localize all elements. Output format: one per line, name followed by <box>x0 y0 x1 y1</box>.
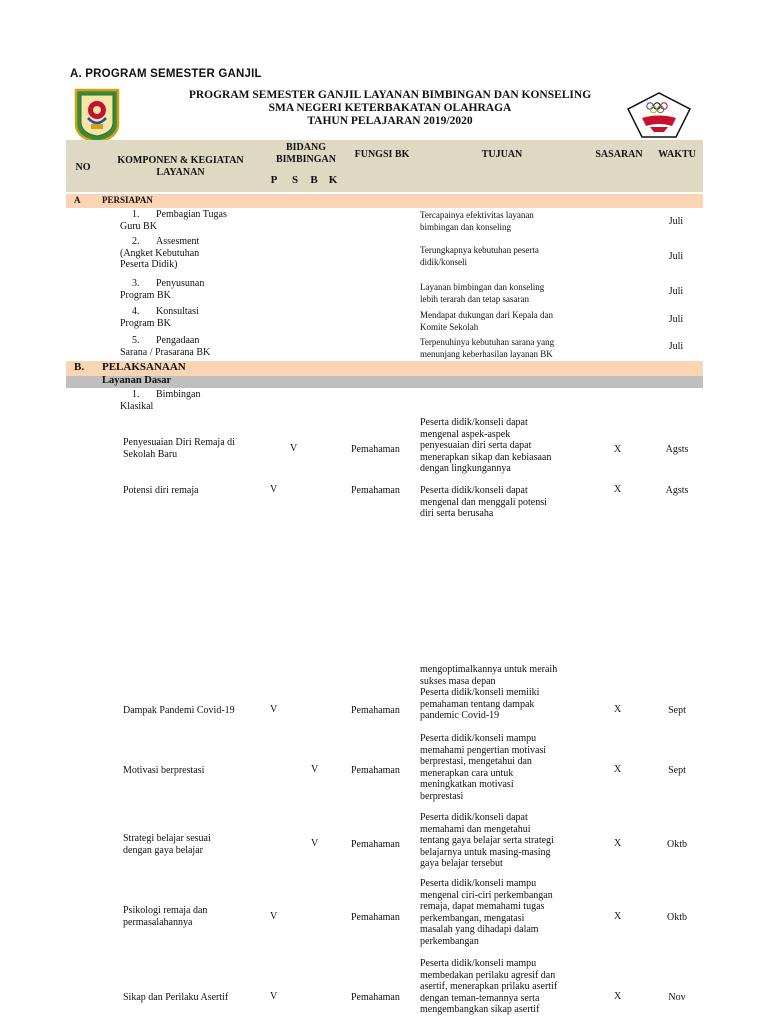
bidang-mark: V <box>270 484 278 495</box>
tujuan-cell: Peserta didik/konseli dapat mengenal dan menggali potensi diri serta berusaha <box>420 485 547 519</box>
bimbingan-klasikal-label: 1. Bimbingan Klasikal <box>120 389 201 412</box>
bidang-mark: V <box>270 704 278 715</box>
waktu-cell: Agsts <box>665 444 689 455</box>
sasaran-cell: X <box>614 838 622 849</box>
province-emblem-logo <box>74 88 120 143</box>
bidang-mark: V <box>290 443 298 454</box>
header-komponen-line-1: KOMPONEN & KEGIATAN <box>117 155 244 166</box>
kegiatan-cell: Motivasi berprestasi <box>123 765 205 776</box>
persiapan-tujuan: Terungkapnya kebutuhan peserta didik/konseli <box>420 245 539 267</box>
persiapan-item: 2. Assesment (Angket Kebutuhan Peserta Didik) <box>120 236 200 270</box>
persiapan-waktu: Juli <box>668 251 684 262</box>
header-bidang-b: B <box>310 174 318 186</box>
persiapan-tujuan: Terpenuhinya kebutuhan sarana yang menunjang keberhasilan layanan BK <box>420 337 555 359</box>
header-waktu: WAKTU <box>658 149 696 160</box>
persiapan-waktu: Juli <box>668 286 684 297</box>
persiapan-item: 3. Penyusunan Program BK <box>120 278 205 301</box>
fungsi-cell: Pemahaman <box>351 705 400 716</box>
kegiatan-cell: Strategi belajar sesuai dengan gaya belajar <box>123 833 211 856</box>
pelaksanaan-no: B. <box>74 361 85 373</box>
section-band-persiapan <box>66 194 703 208</box>
header-no: NO <box>75 162 91 173</box>
waktu-cell: Oktb <box>667 839 687 850</box>
header-komponen-line-2: LAYANAN <box>156 167 205 178</box>
bidang-mark: V <box>270 911 278 922</box>
sasaran-cell: X <box>614 484 622 495</box>
sasaran-cell: X <box>614 444 622 455</box>
waktu-cell: Sept <box>668 705 686 716</box>
sasaran-cell: X <box>614 764 622 775</box>
header-bidang-s: S <box>291 174 299 186</box>
document-title-line-1: PROGRAM SEMESTER GANJIL LAYANAN BIMBINGAN DAN KONSELING <box>188 89 592 101</box>
persiapan-waktu: Juli <box>668 341 684 352</box>
layanan-dasar-label: Layanan Dasar <box>102 375 172 386</box>
bidang-mark: V <box>270 991 278 1002</box>
header-bidang-p: P <box>270 174 278 186</box>
kegiatan-cell: Sikap dan Perilaku Asertif <box>123 992 229 1003</box>
header-bidang-line-2: BIMBINGAN <box>275 154 336 165</box>
waktu-cell: Nov <box>668 992 686 1003</box>
bidang-mark: V <box>311 838 319 849</box>
persiapan-waktu: Juli <box>668 314 684 325</box>
tujuan-cell: Peserta didik/konseli dapat mengenal aspek-aspek penyesuaian diri serta dapat menerapkan sikap dan kebiasaan dengan lingkungannya <box>420 417 552 474</box>
persiapan-tujuan: Tercapainya efektivitas layanan bimbingan dan konseling <box>420 210 534 232</box>
persiapan-item: 1. Pembagian Tugas Guru BK <box>120 209 227 232</box>
kegiatan-cell: Psikologi remaja dan permasalahannya <box>123 905 208 928</box>
waktu-cell: Oktb <box>667 912 687 923</box>
section-title: A. PROGRAM SEMESTER GANJIL <box>70 68 262 80</box>
document-title-line-2: SMA NEGERI KETERBAKATAN OLAHRAGA <box>268 102 512 114</box>
persiapan-item: 4. Konsultasi Program BK <box>120 306 199 329</box>
persiapan-waktu: Juli <box>668 216 684 227</box>
fungsi-cell: Pemahaman <box>351 912 400 923</box>
kegiatan-cell: Potensi diri remaja <box>123 485 199 496</box>
bidang-mark: V <box>311 764 319 775</box>
header-tujuan: TUJUAN <box>481 149 523 160</box>
persiapan-item: 5. Pengadaan Sarana / Prasarana BK <box>120 335 211 358</box>
sasaran-cell: X <box>614 704 622 715</box>
tujuan-cell: Peserta didik/konseli dapat memahami dan mengetahui tentang gaya belajar serta strategi belajarnya untuk masing-masing gaya belajar tersebut <box>420 812 554 869</box>
header-bidang-line-1: BIDANG <box>285 142 326 153</box>
sasaran-cell: X <box>614 991 622 1002</box>
persiapan-tujuan: Mendapat dukungan dari Kepala dan Komite Sekolah <box>420 310 553 332</box>
sasaran-cell: X <box>614 911 622 922</box>
tujuan-cell: Peserta didik/konseli mampu mengenal ciri-ciri perkembangan remaja, dapat memahami tugas perkembangan, mengatasi masalah yang dihadapi dalam perkembangan <box>420 878 553 947</box>
persiapan-tujuan: Layanan bimbingan dan konseling lebih terarah dan tetap sasaran <box>420 282 545 304</box>
fungsi-cell: Pemahaman <box>351 839 400 850</box>
kegiatan-cell: Penyesuaian Diri Remaja di Sekolah Baru <box>123 437 235 460</box>
persiapan-label: PERSIAPAN <box>102 195 153 205</box>
waktu-cell: Sept <box>668 765 686 776</box>
tujuan-cell: Peserta didik/konseli mampu memahami pengertian motivasi berprestasi, mengetahui dan menerapkan cara untuk meningkatkan motivasi berprestasi <box>420 733 547 802</box>
school-sport-logo <box>626 91 692 139</box>
fungsi-cell: Pemahaman <box>351 444 400 455</box>
waktu-cell: Agsts <box>665 485 689 496</box>
tujuan-cell: Peserta didik/konseli mampu membedakan perilaku agresif dan asertif, menerapkan prilaku asertif dengan teman-temannya serta mengembangkan sikap asertif <box>420 958 558 1015</box>
fungsi-cell: Pemahaman <box>351 765 400 776</box>
header-fungsi: FUNGSI BK <box>354 149 410 160</box>
document-title-line-3: TAHUN PELAJARAN 2019/2020 <box>307 115 473 127</box>
persiapan-no: A <box>74 195 81 205</box>
header-sasaran: SASARAN <box>595 149 643 160</box>
fungsi-cell: Pemahaman <box>351 485 400 496</box>
pelaksanaan-label: PELAKSANAAN <box>102 361 186 373</box>
fungsi-cell: Pemahaman <box>351 992 400 1003</box>
tujuan-cell: mengoptimalkannya untuk meraih sukses masa depan Peserta didik/konseli memiiki pemahaman tentang dampak pandemic Covid-19 <box>420 664 558 721</box>
kegiatan-cell: Dampak Pandemi Covid-19 <box>123 705 235 716</box>
header-bidang-k: K <box>328 174 338 186</box>
